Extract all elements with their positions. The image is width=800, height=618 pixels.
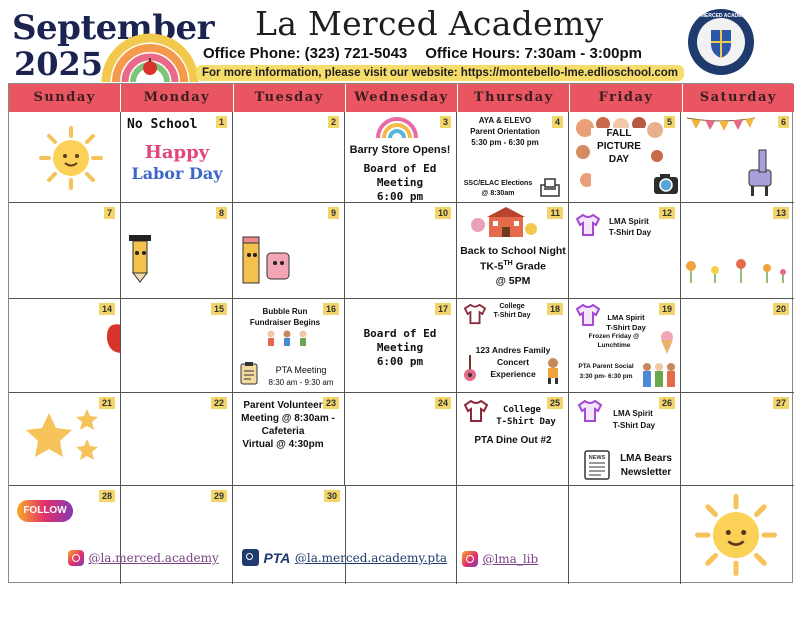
weekday-tuesday: Tuesday [234, 84, 346, 112]
event-college-line2: T-Shirt Day [493, 312, 531, 319]
clipboard-icon [239, 361, 259, 385]
event-pta-meeting-line2: 8:30 am - 9:30 am [268, 378, 334, 387]
ballot-box-icon [539, 176, 561, 198]
sun-icon [695, 494, 777, 576]
event-fall-line1: FALL [606, 128, 632, 139]
ig-lib-handle[interactable]: @lma_lib [482, 552, 539, 566]
day-cell-empty-1 [345, 486, 457, 584]
event-aya-line3: 5:30 pm - 6:30 pm [471, 138, 539, 147]
date-badge: 30 [324, 490, 340, 502]
day-cell-25[interactable] [457, 393, 569, 486]
seal-icon [683, 8, 759, 78]
event-frozen-line2: Lunchtime [597, 342, 631, 349]
day-cell-4[interactable] [457, 112, 569, 203]
event-aya-line2: Parent Orientation [470, 127, 540, 136]
event-college-line2: T-Shirt Day [496, 417, 556, 427]
event-labor-day-line2: Labor Day [131, 164, 223, 183]
date-badge: 28 [99, 490, 115, 502]
date-badge: 14 [99, 303, 115, 315]
event-no-school: No School [127, 117, 198, 132]
website-link[interactable]: For more information, please visit our website: https://montebello-lme.edlioschool.com [196, 65, 684, 81]
day-cell-14[interactable] [9, 299, 121, 393]
date-badge: 9 [328, 207, 339, 219]
year-title: 2025 [14, 45, 104, 83]
day-cell-28[interactable] [9, 486, 121, 584]
day-cell-9[interactable] [233, 203, 345, 299]
office-phone: Office Phone: (323) 721-5043 [203, 45, 408, 62]
ig-pta-link[interactable] [242, 549, 447, 567]
event-board-line1: Board of Ed [363, 162, 437, 175]
day-cell-empty-3 [569, 486, 681, 584]
pencil-icon [123, 233, 163, 283]
sun-icon [39, 126, 103, 190]
instagram-icon [68, 550, 84, 566]
day-cell-30[interactable] [233, 486, 345, 584]
ig-school-link[interactable] [68, 549, 219, 567]
day-cell-7[interactable] [9, 203, 121, 299]
event-pta-social-line2: 3:30 pm- 6:30 pm [579, 373, 633, 380]
kids-running-icon [263, 329, 311, 351]
school-icon [469, 205, 539, 239]
event-board-line2: Meeting [376, 341, 424, 354]
rainbow-icon [375, 116, 419, 140]
apple-icon [105, 315, 121, 355]
date-badge: 26 [659, 397, 675, 409]
event-college-line1: College [499, 303, 525, 310]
event-fall-line2: PICTURE [597, 141, 641, 152]
event-spirit-line2: T-Shirt Day [606, 323, 646, 332]
event-bears-line1: LMA Bears [620, 453, 672, 464]
event-pta-meeting-line1: PTA Meeting [275, 365, 327, 375]
event-fall-line3: DAY [608, 154, 630, 165]
date-badge: 8 [216, 207, 227, 219]
weekday-wednesday: Wednesday [346, 84, 458, 112]
event-college-line1: College [503, 405, 541, 415]
day-cell-22[interactable] [121, 393, 233, 486]
event-andres-line2: Concert [496, 357, 530, 367]
date-badge: 24 [435, 397, 451, 409]
day-cell-23[interactable] [233, 393, 345, 486]
date-badge: 27 [773, 397, 789, 409]
date-badge: 1 [216, 116, 227, 128]
day-cell-1[interactable] [121, 112, 233, 203]
day-cell-empty-4 [681, 486, 794, 584]
day-cell-20[interactable] [681, 299, 794, 393]
date-badge: 12 [659, 207, 675, 219]
date-badge: 23 [323, 397, 339, 409]
day-cell-empty-2 [457, 486, 569, 584]
bts-grade-end: Grade [512, 260, 546, 273]
event-spirit-line2: T-Shirt Day [612, 421, 656, 430]
llama-icon [743, 146, 773, 198]
day-cell-21[interactable] [9, 393, 121, 486]
event-bubble-line1: Bubble Run [262, 307, 308, 316]
seal-text: LA MERCED ACADEMY [692, 13, 750, 19]
day-cell-11[interactable] [457, 203, 569, 299]
ig-pta-handle[interactable]: @la.merced.academy.pta [294, 551, 448, 565]
day-cell-19[interactable] [569, 299, 681, 393]
event-pv-line3: Cafeteria [261, 426, 305, 437]
ig-school-handle[interactable]: @la.merced.academy [88, 551, 219, 565]
weekday-header [9, 84, 794, 112]
tshirt-icon [463, 303, 487, 325]
date-badge: 22 [211, 397, 227, 409]
event-spirit-line2: T-Shirt Day [608, 228, 652, 237]
event-bears-line2: Newsletter [620, 467, 672, 478]
date-badge: 3 [440, 116, 451, 128]
date-badge: 29 [211, 490, 227, 502]
people-icon [641, 359, 679, 389]
day-cell-27[interactable] [681, 393, 794, 486]
event-pv-line4: Virtual @ 4:30pm [242, 439, 324, 450]
event-bts-line3: @ 5PM [495, 275, 531, 287]
day-cell-6[interactable] [681, 112, 794, 203]
instagram-icon [242, 549, 259, 566]
event-aya-line1: AYA & ELEVO [478, 116, 532, 125]
event-ssc-line2: @ 8:30am [481, 190, 515, 197]
day-cell-17[interactable] [345, 299, 457, 393]
month-title: September [12, 8, 215, 48]
bts-grade-sup: TH [503, 260, 513, 267]
tshirt-icon [577, 399, 603, 423]
bunting-icon [687, 116, 755, 134]
date-badge: 20 [773, 303, 789, 315]
event-barry-store: Barry Store Opens! [349, 144, 451, 156]
event-pta-dine-out: PTA Dine Out #2 [474, 435, 552, 446]
event-board-line2: Meeting [376, 176, 424, 189]
date-badge: 19 [659, 303, 675, 315]
bts-grade-start: TK-5 [480, 260, 504, 273]
event-board-line1: Board of Ed [363, 327, 437, 340]
date-badge: 13 [773, 207, 789, 219]
day-cell-13[interactable] [681, 203, 794, 299]
day-cell-2[interactable] [233, 112, 345, 203]
event-labor-day-line1: Happy [144, 142, 210, 163]
day-cell-18[interactable] [457, 299, 569, 393]
kid-icon [541, 357, 565, 385]
office-info [203, 45, 642, 62]
follow-badge: FOLLOW [17, 500, 73, 522]
weekday-sunday: Sunday [9, 84, 121, 112]
date-badge: 7 [104, 207, 115, 219]
event-spirit-line1: LMA Spirit [607, 313, 645, 322]
date-badge: 6 [778, 116, 789, 128]
rainbow-icon [100, 6, 200, 84]
date-badge: 15 [211, 303, 227, 315]
day-cell-10[interactable] [345, 203, 457, 299]
day-cell-8[interactable] [121, 203, 233, 299]
event-bubble-line2: Fundraiser Begins [249, 318, 321, 327]
event-spirit-line1: LMA Spirit [613, 409, 653, 418]
camera-icon [653, 172, 679, 196]
day-cell-5[interactable] [569, 112, 681, 203]
event-pv-line2: Meeting @ 8:30am - [241, 413, 335, 424]
instagram-icon [462, 551, 478, 567]
weekday-thursday: Thursday [458, 84, 570, 112]
day-cell-15[interactable] [121, 299, 233, 393]
day-cell-16[interactable] [233, 299, 345, 393]
event-board-line3: 6:00 pm [376, 190, 424, 203]
day-cell-24[interactable] [345, 393, 457, 486]
date-badge: 21 [99, 397, 115, 409]
event-bts-line2 [457, 260, 569, 273]
event-andres-line3: Experience [490, 369, 536, 379]
date-badge: 18 [547, 303, 563, 315]
event-frozen-line1: Frozen Friday @ [588, 333, 640, 340]
day-cell-aug31[interactable] [9, 112, 121, 203]
date-badge: 2 [328, 116, 339, 128]
day-cell-3[interactable] [345, 112, 457, 203]
pencil-eraser-icon [235, 233, 299, 297]
event-board-line3: 6:00 pm [376, 355, 424, 368]
event-spirit-line1: LMA Spirit [609, 217, 649, 226]
calendar-grid [8, 83, 793, 583]
newspaper-icon [583, 449, 613, 481]
star-icon [21, 407, 107, 471]
date-badge: 25 [547, 397, 563, 409]
date-badge: 17 [435, 303, 451, 315]
date-badge: 16 [323, 303, 339, 315]
ice-cream-icon [657, 329, 677, 355]
flowers-icon [683, 257, 791, 283]
office-hours: Office Hours: 7:30am - 3:00pm [425, 45, 642, 62]
newspaper-label: NEWS [588, 455, 606, 461]
date-badge: 10 [435, 207, 451, 219]
school-title: La Merced Academy [255, 4, 604, 43]
pta-label: PTA [263, 549, 291, 566]
day-cell-26[interactable] [569, 393, 681, 486]
weekday-monday: Monday [121, 84, 233, 112]
day-cell-29[interactable] [121, 486, 233, 584]
date-badge: 5 [664, 116, 675, 128]
event-ssc-line1: SSC/ELAC Elections [463, 180, 533, 187]
guitar-icon [463, 355, 477, 385]
ig-lib-link[interactable] [462, 550, 538, 568]
event-pta-social-line1: PTA Parent Social [578, 363, 634, 370]
weekday-saturday: Saturday [699, 90, 777, 105]
date-badge: 4 [552, 116, 563, 128]
day-cell-12[interactable] [569, 203, 681, 299]
event-pv-line1: Parent Volunteer [243, 400, 323, 411]
weekday-friday: Friday [570, 84, 682, 112]
date-badge: 11 [547, 207, 563, 219]
event-andres-line1: 123 Andres Family [475, 345, 551, 355]
event-bts-line1: Back to School Night [460, 245, 566, 257]
